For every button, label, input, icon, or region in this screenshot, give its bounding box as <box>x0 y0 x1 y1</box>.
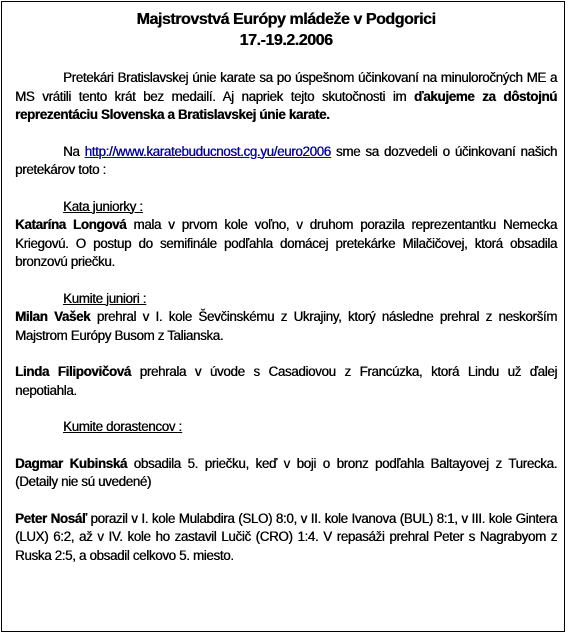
result-text: prehral v I. kole Ševčinskému z Ukrajiny, ktorý následne prehral z neskorším Majstrom Európy Busom z Talianska. <box>15 309 557 343</box>
title-line-2: 17.-19.2.2006 <box>239 32 333 49</box>
athlete-name: Linda Filipovičová <box>15 364 131 379</box>
intro-text: Pretekári Bratislavskej únie karate sa po úspešnom účinkovaní na minuloročných ME a MS vrátili tento krát bez medailí. Aj napriek tejto skutočnosti im <box>15 70 557 104</box>
intro-paragraph <box>15 69 557 125</box>
athlete-name: Peter Nosáľ <box>15 510 87 526</box>
athlete-name: Katarína Longová <box>15 217 127 232</box>
article-content <box>15 10 557 565</box>
kumite-juniori-entry-1 <box>15 308 557 345</box>
intro-thanks: ďakujeme za dôstojnú reprezentáciu Slovenska a Bratislavskej únie karate. <box>15 88 557 122</box>
kata-juniorky-entry <box>15 216 557 272</box>
result-text: mala v prvom kole voľno, v druhom porazila reprezentantku Nemecka Kriegovú. O postup do semifinále podľahla domácej pretekárke Milačičovej, ktorá obsadila bronzovú priečku. <box>15 217 557 269</box>
article-title <box>15 10 557 51</box>
kumite-dorastencov-entry-1 <box>15 455 557 492</box>
kumite-juniori-entry-2 <box>15 363 557 400</box>
heading-kumite-dorastencov: Kumite dorastencov : <box>63 419 182 434</box>
text-box-frame <box>1 1 565 632</box>
source-paragraph <box>15 143 557 180</box>
result-text: prehrala v úvode s Casadiovou z Francúzka, ktorá Lindu už ďalej nepotiahla. <box>15 364 558 398</box>
source-after: sme sa dozvedeli o účinkovaní našich pretekárov toto : <box>15 143 558 177</box>
heading-kata-juniorky: Kata juniorky : <box>63 198 143 214</box>
result-text: obsadila 5. priečku, keď v boji o bronz podľahla Baltayovej z Turecka. (Detaily nie sú uvedené) <box>15 455 557 489</box>
title-line-1: Majstrovstvá Európy mládeže v Podgorici <box>136 11 436 28</box>
result-text: porazil v I. kole Mulabdira (SLO) 8:0, v II. kole Ivanova (BUL) 8:1, v III. kole Gintera (LUX) 6:2, až v IV. kole ho zastavil Lučič (CRO) 1:4. V repasáži prehral Peter s Nagrabyom z Ruska 2:5, a obsadil celkovo 5. miesto. <box>15 510 557 563</box>
heading-kumite-juniori: Kumite juniori : <box>63 290 146 306</box>
athlete-name: Milan Vašek <box>15 309 91 324</box>
source-before: Na <box>63 143 85 159</box>
source-link[interactable]: http://www.karatebuducnost.cg.yu/euro2006 <box>84 143 331 159</box>
kumite-dorastencov-entry-2 <box>15 510 557 566</box>
athlete-name: Dagmar Kubinská <box>15 455 127 471</box>
